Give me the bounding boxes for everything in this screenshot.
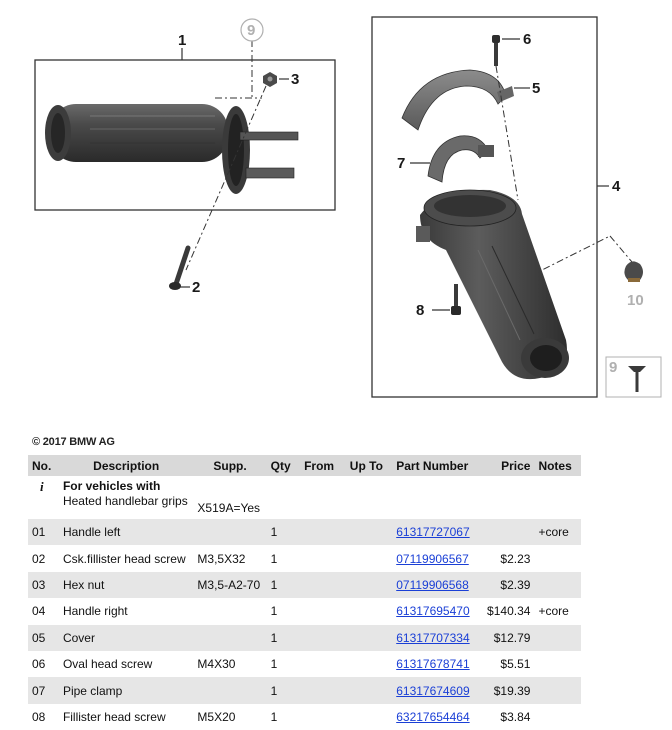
info-line: Heated handlebar grips — [62, 494, 188, 508]
callout-4: 4 — [612, 178, 621, 195]
row-upto — [346, 572, 392, 598]
row-description: Handle right — [62, 604, 128, 619]
row-notes: +core — [534, 519, 581, 545]
header-part-number: Part Number — [392, 455, 481, 476]
row-upto — [346, 598, 392, 624]
row-price: $140.34 — [487, 604, 531, 619]
row-no: 01 — [28, 519, 59, 545]
row-qty: 1 — [270, 657, 278, 672]
row-supp: M4X30 — [197, 657, 236, 672]
row-notes — [534, 625, 581, 651]
cover-illustration — [402, 70, 514, 130]
info-title: For vehicles with — [62, 479, 161, 493]
copyright-notice: © 2017 BMW AG — [32, 436, 115, 448]
header-from: From — [300, 455, 346, 476]
row-no: 06 — [32, 657, 46, 672]
row-supp — [193, 677, 266, 703]
screw-9-inset — [606, 357, 661, 397]
row-from — [300, 572, 346, 598]
row-qty: 1 — [267, 572, 300, 598]
row-notes: +core — [538, 604, 569, 619]
row-price: $12.79 — [481, 625, 534, 651]
table-row — [28, 625, 581, 651]
row-from — [300, 651, 346, 677]
row-supp — [193, 519, 266, 545]
row-price — [481, 519, 534, 545]
handle-left-illustration — [45, 104, 298, 194]
info-row — [28, 476, 581, 519]
fillister-screw-illustration — [451, 284, 461, 315]
callout-6: 6 — [523, 31, 532, 48]
row-description: Handle left — [59, 519, 193, 545]
table-row — [28, 651, 581, 677]
header-qty: Qty — [267, 455, 300, 476]
row-no: 04 — [32, 604, 46, 619]
oval-head-screw-illustration — [492, 35, 500, 66]
callout-5: 5 — [532, 80, 541, 97]
header-price: Price — [481, 455, 534, 476]
row-no: 05 — [28, 625, 59, 651]
parts-table — [28, 455, 581, 730]
row-price: $5.51 — [500, 657, 531, 672]
part-number-link[interactable]: 61317674609 — [396, 683, 470, 698]
row-description: Cover — [59, 625, 193, 651]
row-qty: 1 — [270, 551, 278, 566]
csk-screw-illustration — [169, 248, 188, 290]
row-price: $3.84 — [500, 709, 531, 724]
callout-1: 1 — [178, 32, 187, 49]
row-description: Csk.fillister head screw — [62, 551, 186, 566]
table-row — [28, 545, 581, 571]
row-upto — [346, 519, 392, 545]
row-qty: 1 — [267, 677, 300, 703]
row-price: $2.23 — [500, 551, 531, 566]
row-from — [300, 598, 346, 624]
row-notes — [534, 545, 581, 571]
row-description: Fillister head screw — [62, 709, 166, 724]
info-icon: i — [40, 479, 44, 494]
part-number-link[interactable]: 07119906567 — [396, 551, 469, 566]
row-upto — [346, 651, 392, 677]
table-header-row — [28, 455, 581, 476]
part-number-link[interactable]: 07119906568 — [396, 577, 469, 592]
row-notes — [534, 651, 581, 677]
callout-9: 9 — [247, 22, 256, 39]
part-number-link[interactable]: 63217654464 — [396, 709, 470, 724]
row-description: Oval head screw — [62, 657, 153, 672]
part-number-link[interactable]: 61317678741 — [396, 657, 470, 672]
end-cap-illustration — [624, 261, 643, 282]
pipe-clamp-illustration — [428, 136, 494, 182]
row-upto — [346, 677, 392, 703]
row-supp — [193, 625, 266, 651]
row-price: $2.39 — [481, 572, 534, 598]
table-row — [28, 572, 581, 598]
callout-9-inset: 9 — [609, 359, 618, 376]
table-row — [28, 704, 581, 730]
callout-8: 8 — [416, 302, 425, 319]
callout-10: 10 — [627, 292, 644, 309]
row-from — [300, 545, 346, 571]
handle-right-illustration — [416, 190, 569, 379]
hex-nut-illustration — [263, 72, 277, 87]
row-supp: M3,5-A2-70 — [193, 572, 266, 598]
row-description: Pipe clamp — [59, 677, 193, 703]
info-supp: X519A=Yes — [197, 501, 261, 515]
row-price: $19.39 — [481, 677, 534, 703]
callout-7: 7 — [397, 155, 406, 172]
part-number-link[interactable]: 61317727067 — [396, 525, 470, 540]
row-description: Hex nut — [59, 572, 193, 598]
callout-3: 3 — [291, 71, 300, 88]
table-row — [28, 598, 581, 624]
header-upto: Up To — [346, 455, 392, 476]
part-number-link[interactable]: 61317695470 — [396, 604, 470, 619]
row-from — [300, 704, 346, 730]
row-upto — [346, 545, 392, 571]
row-from — [300, 677, 346, 703]
row-no: 03 — [28, 572, 59, 598]
row-from — [300, 625, 346, 651]
row-no: 07 — [28, 677, 59, 703]
row-from — [300, 519, 346, 545]
row-notes — [534, 572, 581, 598]
header-supp: Supp. — [193, 455, 266, 476]
row-qty: 1 — [267, 625, 300, 651]
header-no: No. — [28, 455, 59, 476]
row-upto — [346, 704, 392, 730]
table-row — [28, 677, 581, 703]
part-number-link[interactable]: 61317707334 — [396, 630, 470, 645]
row-supp: M3,5X32 — [197, 551, 246, 566]
row-qty: 1 — [267, 519, 300, 545]
header-description: Description — [59, 455, 193, 476]
row-upto — [346, 625, 392, 651]
table-row — [28, 519, 581, 545]
row-notes — [534, 704, 581, 730]
header-notes: Notes — [534, 455, 581, 476]
row-notes — [534, 677, 581, 703]
row-supp: M5X20 — [197, 709, 236, 724]
callout-2: 2 — [192, 279, 201, 296]
row-supp — [193, 598, 266, 624]
row-no: 02 — [32, 551, 46, 566]
row-qty: 1 — [270, 604, 278, 619]
row-qty: 1 — [270, 709, 278, 724]
row-no: 08 — [32, 709, 46, 724]
